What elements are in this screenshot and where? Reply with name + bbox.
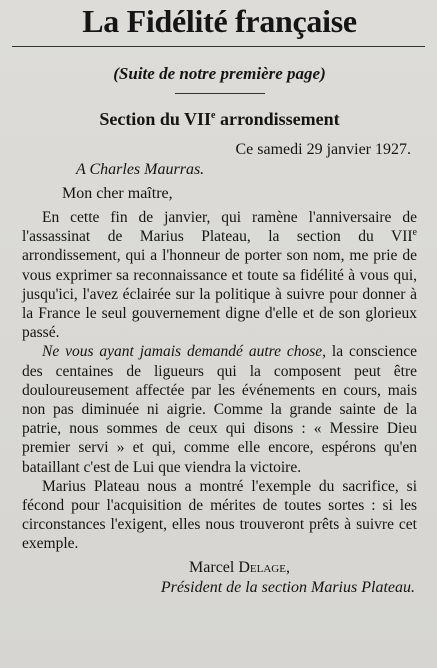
signature-title: Président de la section Marius Plateau. (160, 578, 415, 596)
letter-salutation: Mon cher maître, (62, 185, 173, 202)
masthead-rule (12, 46, 425, 47)
signature-last-name: Delage (238, 558, 286, 576)
section-heading-sup: e (211, 110, 216, 121)
section-heading (22, 108, 417, 130)
section-heading-prefix: Section du VII (99, 109, 212, 129)
signature-comma: , (285, 558, 290, 576)
letter-paragraph-3: Marius Plateau nous a montré l'exemple du sacrifice, si fécond pour l'acquisition de mérites de toutes sortes : si les circonstances l'exigent, elles nous trouveront prêts à suivre cet exemple. (22, 477, 417, 553)
letter-paragraph-2-italic: Ne vous ayant jamais demandé autre chose, (42, 343, 327, 361)
letter-paragraph-2-rest: la conscience des centaines de ligueurs qui la composent peut être douloureusement affectée par les événements en cours, mais non pas diminuée ni aigrie. Comme la grande sainte de la patrie, nous sommes de ceux qui disons : « Messire Dieu premier servi » et qui, comme elle encore, espérons qu'en bataillant c'est de Lui que viendra la victoire. (22, 343, 417, 476)
letter-paragraph-1-start: En cette fin de janvier, qui ramène l'anniversaire de l'assassinat de Marius Plateau, la section du VII (22, 209, 417, 246)
letter-paragraph-2 (22, 342, 417, 476)
letter-dateline: Ce samedi 29 janvier 1927. (235, 141, 411, 158)
continuation-subtitle: (Suite de notre première page) (113, 64, 326, 83)
letter-paragraph-1 (22, 208, 417, 342)
section-heading-suffix: arrondissement (215, 109, 340, 129)
signature-name (22, 558, 417, 578)
letter-paragraph-1-end: arrondissement, qui a l'honneur de porter son nom, me prie de vous exprimer sa reconnaissance et toute sa fidélité à vous qui, jusqu'ici, l'avez éclairée sur la politique à suivre pour donner à la France le seul gouvernement digne d'elle et de son glorieux passé. (22, 247, 417, 342)
masthead-title: La Fidélité française (82, 3, 357, 39)
letter-body (22, 208, 417, 554)
letter-paragraph-1-sup: e (412, 227, 417, 239)
signature-first-name: Marcel (189, 558, 239, 576)
letter-addressee: A Charles Maurras. (76, 161, 205, 178)
subtitle-rule (175, 93, 265, 94)
